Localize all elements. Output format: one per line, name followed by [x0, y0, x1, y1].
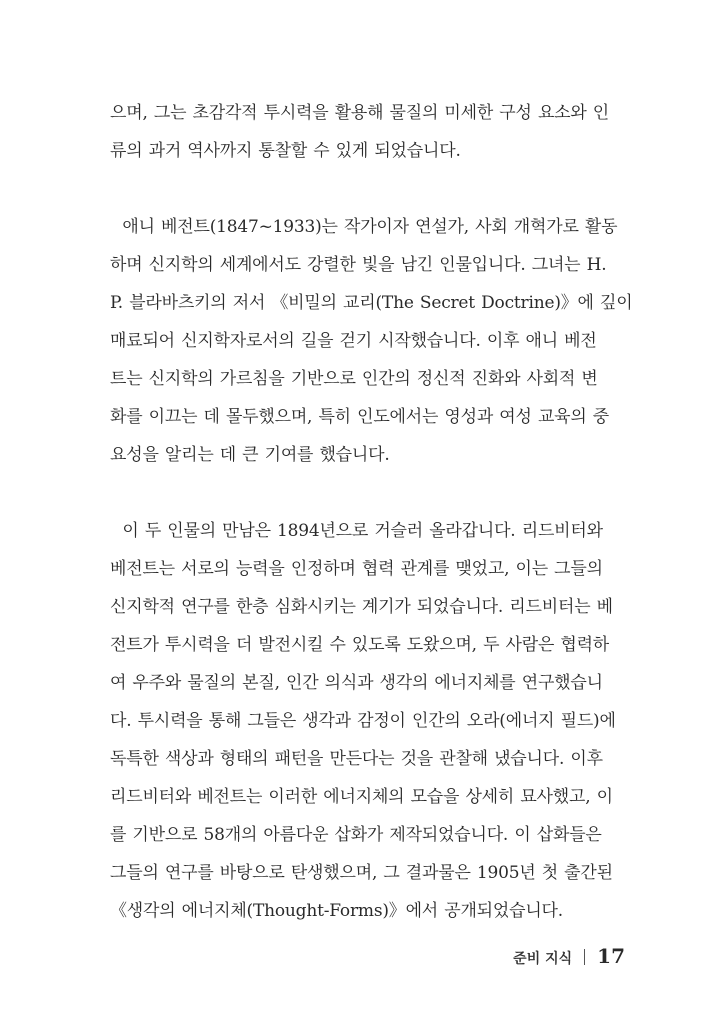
paragraph-3 [110, 512, 625, 930]
text-line: 애니 베전트(1847~1933)는 작가이자 연설가, 사회 개혁가로 활동 [110, 217, 618, 237]
text-line: 요성을 알리는 데 큰 기여를 했습니다. [110, 445, 390, 465]
text-line: 신지학적 연구를 한층 심화시키는 계기가 되었습니다. 리드비터는 베 [110, 597, 613, 617]
text-line: 다. 투시력을 통해 그들은 생각과 감정이 인간의 오라(에너지 필드)에 [110, 711, 616, 731]
page-number: 17 [597, 944, 625, 968]
text-line: 여 우주와 물질의 본질, 인간 의식과 생각의 에너지체를 연구했습니 [110, 673, 603, 693]
text-line: 리드비터와 베전트는 이러한 에너지체의 모습을 상세히 묘사했고, 이 [110, 787, 613, 807]
text-line: P. 블라바츠키의 저서 《비밀의 교리(The Secret Doctrine)》에 깊이 [110, 293, 633, 313]
footer-divider [584, 949, 585, 965]
text-line: 이 두 인물의 만남은 1894년으로 거슬러 올라갑니다. 리드비터와 [110, 521, 603, 541]
page-footer [513, 944, 625, 968]
text-line: 화를 이끄는 데 몰두했으며, 특히 인도에서는 영성과 여성 교육의 중 [110, 407, 610, 427]
text-line: 《생각의 에너지체(Thought-Forms)》에서 공개되었습니다. [110, 901, 563, 921]
paragraph-2 [110, 208, 633, 474]
text-line: 류의 과거 역사까지 통찰할 수 있게 되었습니다. [110, 141, 461, 161]
text-line: 매료되어 신지학자로서의 길을 걷기 시작했습니다. 이후 애니 베전 [110, 331, 597, 351]
page-body [110, 94, 633, 930]
section-label: 준비 지식 [513, 951, 573, 967]
text-line: 그들의 연구를 바탕으로 탄생했으며, 그 결과물은 1905년 첫 출간된 [110, 863, 613, 883]
text-line: 하며 신지학의 세계에서도 강렬한 빛을 남긴 인물입니다. 그녀는 H. [110, 255, 607, 275]
text-line: 전트가 투시력을 더 발전시킬 수 있도록 도왔으며, 두 사람은 협력하 [110, 635, 610, 655]
paragraph-1 [110, 94, 625, 170]
text-line: 독특한 색상과 형태의 패턴을 만든다는 것을 관찰해 냈습니다. 이후 [110, 749, 603, 769]
text-line: 으며, 그는 초감각적 투시력을 활용해 물질의 미세한 구성 요소와 인 [110, 103, 610, 123]
text-line: 트는 신지학의 가르침을 기반으로 인간의 정신적 진화와 사회적 변 [110, 369, 598, 389]
text-line: 베전트는 서로의 능력을 인정하며 협력 관계를 맺었고, 이는 그들의 [110, 559, 603, 579]
text-line: 를 기반으로 58개의 아름다운 삽화가 제작되었습니다. 이 삽화들은 [110, 825, 602, 845]
